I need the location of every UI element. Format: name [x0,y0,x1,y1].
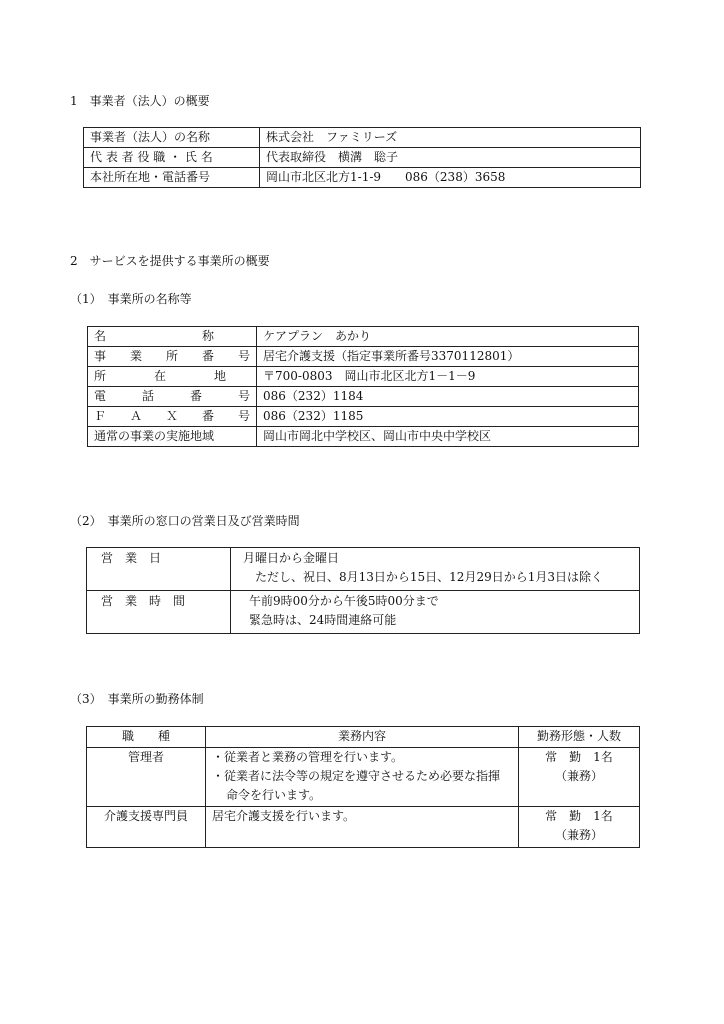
days-line2: ただし、祝日、8月13日から15日、12月29日から1月3日は除く [255,570,603,584]
cell-form [519,807,640,848]
form-line: 常 勤 1名 [545,750,613,764]
cell-label: 営 業 日 [87,548,231,591]
table-row [87,807,640,848]
cell-label: 通常の事業の実施地域 [88,427,257,447]
table-header-row [87,727,640,748]
cell-form [519,748,640,807]
cell-duty: 居宅介護支援を行います。 [206,807,519,848]
table-row [84,168,641,188]
cell-label: Ｆ Ａ Ｘ 番 号 [88,407,257,427]
cell-value: 株式会社 ファミリーズ [260,128,641,148]
business-hours-table [86,547,640,634]
cell-label: 電 話 番 号 [88,387,257,407]
table-row [87,748,640,807]
table-row [88,427,639,447]
days-line1: 月曜日から金曜日 [243,551,340,565]
cell-duty [206,748,519,807]
duty-line: 命令を行います。 [226,788,322,802]
cell-value: 居宅介護支援（指定事業所番号3370112801） [257,347,639,367]
table-row [87,548,640,591]
cell-value: ケアプラン あかり [257,327,639,347]
header-form: 勤務形態・人数 [519,727,640,748]
table-row [84,148,641,168]
cell-label: 事業者（法人）の名称 [84,128,260,148]
cell-label: 所 在 地 [88,367,257,387]
cell-label: 本社所在地・電話番号 [84,168,260,188]
cell-value: 086（232）1185 [257,407,639,427]
table-row [88,347,639,367]
section1-heading: 1 事業者（法人）の概要 [70,94,210,108]
section2-sub1-heading: （1） 事業所の名称等 [70,292,192,306]
cell-label: 事 業 所 番 号 [88,347,257,367]
duty-line: ・従業者に法令等の規定を遵守させるため必要な指揮 [212,769,501,783]
header-role: 職 種 [87,727,206,748]
table-row [87,591,640,634]
cell-value: 岡山市岡北中学校区、岡山市中央中学校区 [257,427,639,447]
cell-value [231,591,640,634]
section2-sub2-heading: （2） 事業所の窓口の営業日及び営業時間 [70,514,300,528]
corporation-overview-table [83,127,641,188]
cell-label: 代 表 者 役 職 ・ 氏 名 [84,148,260,168]
cell-value: 〒700-0803 岡山市北区北方1－1－9 [257,367,639,387]
table-row [84,128,641,148]
form-line: （兼務） [554,828,603,842]
section2-heading: 2 サービスを提供する事業所の概要 [70,254,270,268]
form-line: 常 勤 1名 [545,809,613,823]
cell-label: 営 業 時 間 [87,591,231,634]
form-line: （兼務） [554,769,603,783]
header-duty: 業務内容 [206,727,519,748]
staffing-table [86,726,640,848]
duty-line: ・従業者と業務の管理を行います。 [212,750,404,764]
table-row [88,367,639,387]
office-name-table [87,326,639,447]
table-row [88,387,639,407]
cell-value: 086（232）1184 [257,387,639,407]
cell-value [231,548,640,591]
hours-line1: 午前9時00分から午後5時00分まで [249,594,439,608]
cell-role: 管理者 [87,748,206,807]
cell-value: 岡山市北区北方1-1-9 086（238）3658 [260,168,641,188]
table-row [88,327,639,347]
hours-line2: 緊急時は、24時間連絡可能 [249,613,397,627]
cell-role: 介護支援専門員 [87,807,206,848]
section2-sub3-heading: （3） 事業所の勤務体制 [70,692,204,706]
cell-value: 代表取締役 横溝 聡子 [260,148,641,168]
cell-label: 名 称 [88,327,257,347]
table-row [88,407,639,427]
